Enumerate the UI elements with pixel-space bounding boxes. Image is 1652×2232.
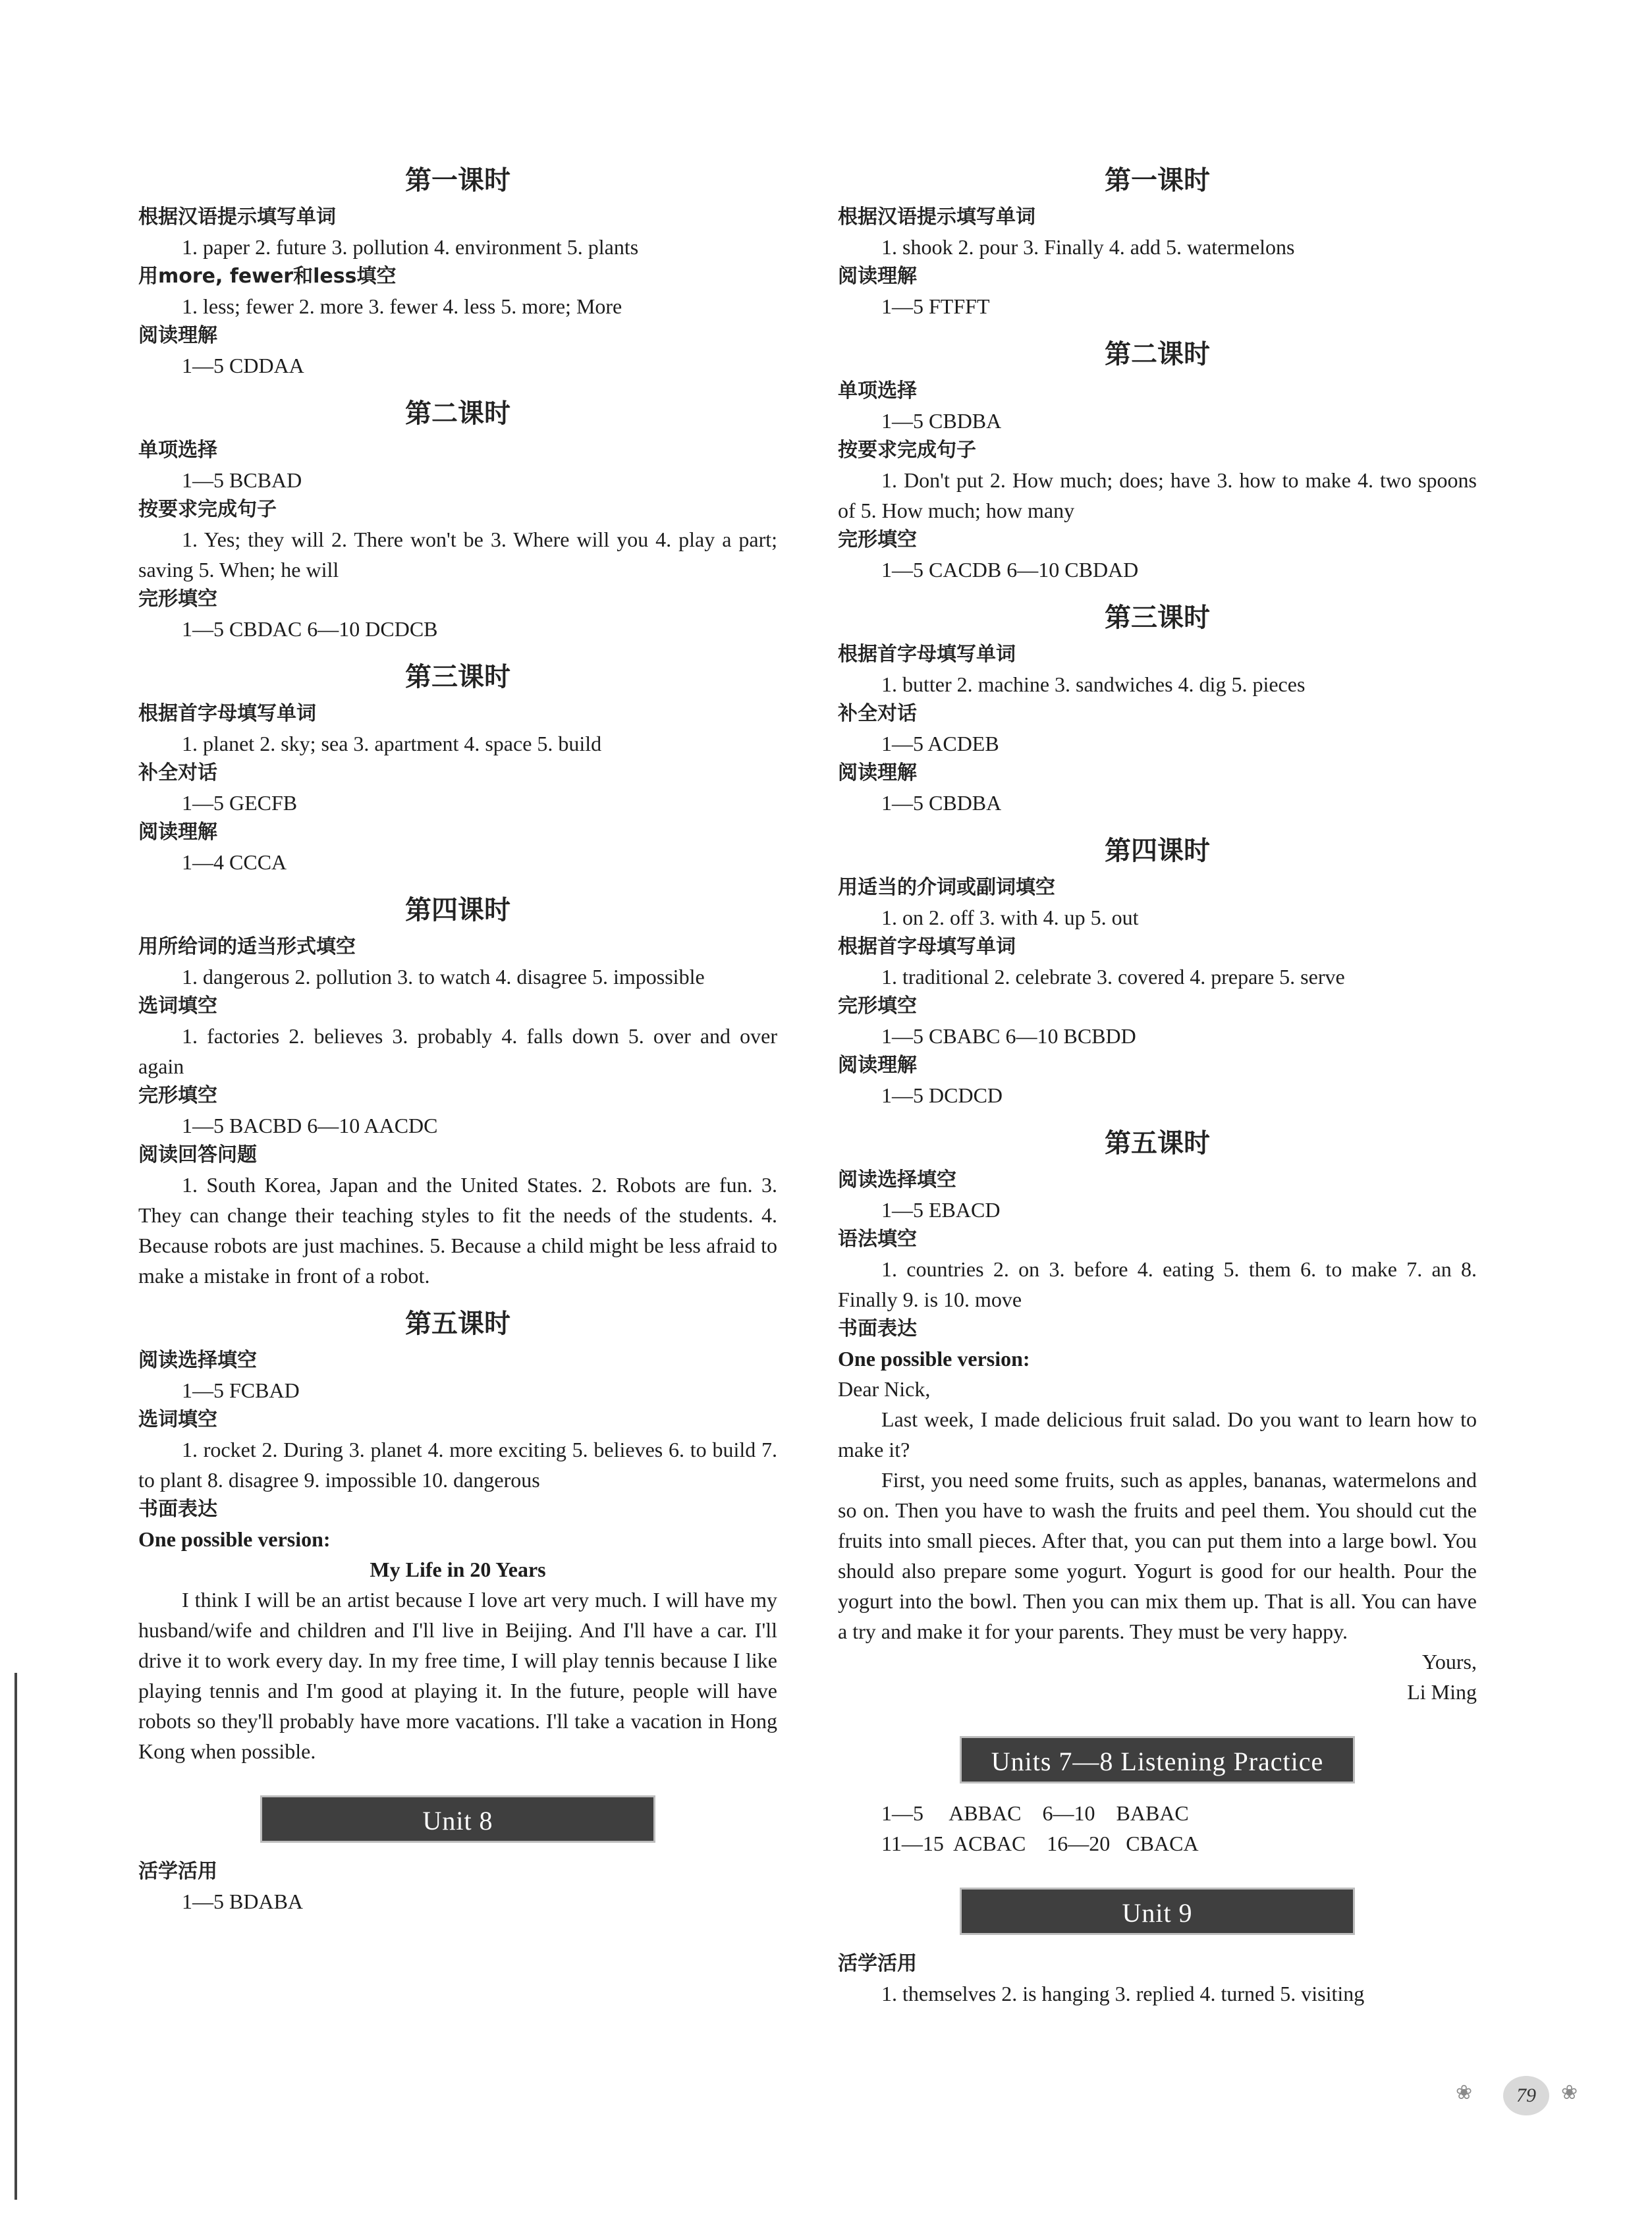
- answer-line: 1—5 BDABA: [182, 1890, 304, 1913]
- lesson-title: 第五课时: [405, 1309, 510, 1339]
- answer-line: 1—5 FCBAD: [182, 1378, 300, 1402]
- section-heading: 选词填空: [138, 994, 217, 1018]
- lesson-title: 第一课时: [1105, 165, 1210, 196]
- lesson-title: 第二课时: [405, 398, 510, 429]
- letter-paragraph: First, you need some fruits, such as apples, bananas, watermelons and so on. Then you have to wash the fruits and peel them. You should cut the fruits into small pieces. After that, you can put them into a large bowl. You should also prepare some yogurt. Yogurt is good for our health. Pour the yogurt into the bowl. Then you can mix them up. That is all. You can have a try and make it for your parents. They must be very happy.: [838, 1468, 1477, 1643]
- unit-banner: Unit 9: [960, 1888, 1355, 1935]
- section-heading: 用适当的介词或副词填空: [838, 876, 1055, 899]
- answer-line: 1—5 EBACD: [881, 1198, 1001, 1222]
- listening-banner: Units 7—8 Listening Practice: [960, 1736, 1355, 1783]
- answer-line: 1—5 CBABC 6—10 BCBDD: [881, 1024, 1136, 1048]
- answer-line: 1. themselves 2. is hanging 3. replied 4. turned 5. visiting: [881, 1982, 1365, 2005]
- answer-line: 1—5 CACDB 6—10 CBDAD: [881, 558, 1139, 582]
- answer-line: 1—5 BCBAD: [182, 468, 302, 492]
- answer-line: 1—5 ACDEB: [881, 732, 999, 755]
- answer-line: 1—5 BACBD 6—10 AACDC: [182, 1114, 438, 1137]
- answer-line: 1. planet 2. sky; sea 3. apartment 4. space 5. build: [182, 732, 602, 755]
- answer-line: 1—5 CBDBA: [881, 409, 1002, 433]
- left-column: [138, 165, 777, 1917]
- page-edge-shadow: [14, 1673, 17, 2200]
- answer-line: 1—5 FTFFT: [881, 294, 990, 318]
- page-number: 79: [1503, 2076, 1549, 2115]
- section-heading: 阅读理解: [838, 1054, 917, 1077]
- section-heading: 书面表达: [138, 1498, 217, 1521]
- section-heading: 阅读选择填空: [138, 1349, 257, 1372]
- lesson-title: 第四课时: [405, 895, 510, 925]
- answer-paragraph: 1. factories 2. believes 3. probably 4. falls down 5. over and over again: [138, 1024, 777, 1078]
- answer-line: 1. shook 2. pour 3. Finally 4. add 5. watermelons: [881, 235, 1295, 259]
- version-label: One possible version:: [138, 1527, 331, 1551]
- answer-paragraph: 1. Yes; they will 2. There won't be 3. Where will you 4. play a part; saving 5. When; he will: [138, 528, 777, 582]
- answer-paragraph: 1. rocket 2. During 3. planet 4. more exciting 5. believes 6. to build 7. to plant 8. disagree 9. impossible 10. dangerous: [138, 1438, 777, 1492]
- lesson-title: 第五课时: [1105, 1128, 1210, 1158]
- answer-paragraph: 1. Don't put 2. How much; does; have 3. how to make 4. two spoons of 5. How much; how many: [838, 468, 1477, 522]
- answer-line: 1—5 GECFB: [182, 791, 298, 815]
- section-heading: 单项选择: [138, 439, 217, 462]
- answer-line: 1. less; fewer 2. more 3. fewer 4. less 5. more; More: [182, 294, 622, 318]
- flower-ornament-icon: ❀: [1456, 2082, 1473, 2104]
- section-heading: 完形填空: [838, 528, 917, 551]
- section-heading: 阅读理解: [138, 324, 217, 347]
- section-heading: 根据首字母填写单词: [838, 935, 1016, 958]
- section-heading: 完形填空: [838, 994, 917, 1018]
- answer-line: 1—5 DCDCD: [881, 1083, 1003, 1107]
- section-heading: 补全对话: [838, 702, 917, 725]
- section-heading: 选词填空: [138, 1408, 217, 1431]
- lesson-title: 第三课时: [405, 662, 510, 692]
- section-heading: 单项选择: [838, 379, 917, 402]
- answer-line: 1. dangerous 2. pollution 3. to watch 4. disagree 5. impossible: [182, 965, 705, 989]
- section-heading: 用所给词的适当形式填空: [138, 935, 356, 958]
- answer-line: 1—5 CBDAC 6—10 DCDCB: [182, 617, 438, 641]
- essay-body: I think I will be an artist because I love art very much. I will have my husband/wife and children and I'll live in Beijing. And I'll have a car. I'll drive it to work every day. In my free time, I will play tennis because I like playing tennis and I'm good at playing it. In the future, people will have robots so they'll probably have more vacations. I'll take a vacation in Hong Kong when possible.: [138, 1588, 777, 1763]
- unit-banner: Unit 8: [260, 1795, 655, 1843]
- answer-line: 1. traditional 2. celebrate 3. covered 4. prepare 5. serve: [881, 965, 1345, 989]
- section-heading: 书面表达: [838, 1317, 917, 1340]
- letter-greeting: Dear Nick,: [838, 1377, 931, 1401]
- answer-line: 1—4 CCCA: [182, 850, 287, 874]
- answer-line: 1—5 ABBAC 6—10 BABAC: [881, 1801, 1189, 1825]
- letter-paragraph: Last week, I made delicious fruit salad. Do you want to learn how to make it?: [838, 1407, 1477, 1461]
- section-heading: 用more, fewer和less填空: [138, 265, 397, 288]
- section-heading: 根据汉语提示填写单词: [838, 205, 1035, 229]
- lesson-title: 第三课时: [1105, 603, 1210, 633]
- answer-line: 1. paper 2. future 3. pollution 4. environment 5. plants: [182, 235, 639, 259]
- answer-paragraph: 1. countries 2. on 3. before 4. eating 5. them 6. to make 7. an 8. Finally 9. is 10. move: [838, 1257, 1477, 1311]
- section-heading: 完形填空: [138, 1084, 217, 1107]
- section-heading: 活学活用: [138, 1860, 217, 1883]
- answer-line: 1—5 CBDBA: [881, 791, 1002, 815]
- section-heading: 阅读理解: [138, 821, 217, 844]
- lesson-title: 第四课时: [1105, 836, 1210, 866]
- letter-closing: Yours,: [1421, 1650, 1477, 1674]
- version-label: One possible version:: [838, 1347, 1030, 1371]
- answer-line: 1. on 2. off 3. with 4. up 5. out: [881, 906, 1139, 929]
- section-heading: 补全对话: [138, 761, 217, 784]
- flower-ornament-icon: ❀: [1561, 2082, 1578, 2104]
- section-heading: 根据汉语提示填写单词: [138, 205, 336, 229]
- section-heading: 完形填空: [138, 587, 217, 611]
- section-heading: 根据首字母填写单词: [838, 643, 1016, 666]
- section-heading: 语法填空: [838, 1228, 917, 1251]
- section-heading: 阅读选择填空: [838, 1168, 956, 1191]
- answer-paragraph: 1. South Korea, Japan and the United States. 2. Robots are fun. 3. They can change their teaching styles to fit the needs of the students. 4. Because robots are just machines. 5. Because a child might be less afraid to make a mistake in front of a robot.: [138, 1173, 777, 1288]
- section-heading: 活学活用: [838, 1952, 917, 1975]
- section-heading: 根据首字母填写单词: [138, 702, 316, 725]
- section-heading: 按要求完成句子: [138, 498, 277, 521]
- section-heading: 阅读理解: [838, 761, 917, 784]
- right-column: [838, 165, 1477, 2009]
- answer-line: 1—5 CDDAA: [182, 354, 304, 377]
- letter-signature: Li Ming: [1407, 1680, 1477, 1704]
- lesson-title: 第二课时: [1105, 339, 1210, 369]
- lesson-title: 第一课时: [405, 165, 510, 196]
- section-heading: 阅读回答问题: [138, 1143, 257, 1166]
- section-heading: 阅读理解: [838, 265, 917, 288]
- answer-line: 11—15 ACBAC 16—20 CBACA: [881, 1832, 1199, 1855]
- essay-title: My Life in 20 Years: [370, 1558, 546, 1581]
- answer-line: 1. butter 2. machine 3. sandwiches 4. dig 5. pieces: [881, 672, 1306, 696]
- section-heading: 按要求完成句子: [838, 439, 976, 462]
